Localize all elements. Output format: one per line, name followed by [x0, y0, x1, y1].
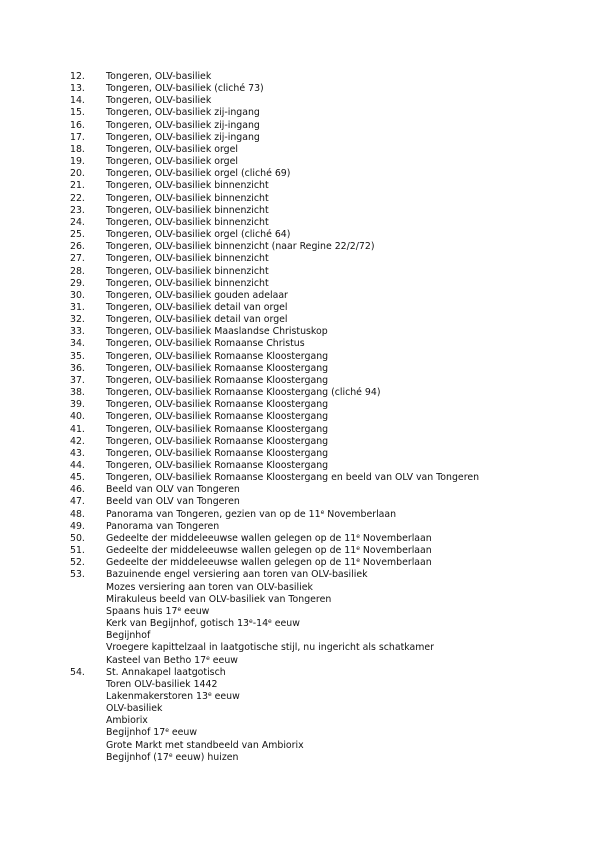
list-item [70, 460, 580, 472]
item-number [70, 630, 106, 642]
item-text: Tongeren, OLV-basiliek binnenzicht (naar Regine 22/2/72) [106, 241, 375, 253]
item-number: 30. [70, 289, 85, 301]
item-number [70, 679, 106, 691]
list-item [70, 193, 580, 205]
item-text: Tongeren, OLV-basiliek zij-ingang [106, 131, 260, 143]
item-text: Beeld van OLV van Tongeren [106, 496, 240, 508]
item-number: 33. [70, 326, 85, 338]
item-text: Tongeren, OLV-basiliek zij-ingang [106, 107, 260, 119]
list-item [70, 338, 580, 350]
item-number: 28. [70, 265, 85, 277]
item-text: OLV-basiliek [106, 703, 163, 715]
item-text: Tongeren, OLV-basiliek Romaanse Kloostergang [106, 423, 329, 435]
item-number [70, 642, 106, 654]
item-text: Tongeren, OLV-basiliek detail van orgel [106, 314, 288, 326]
list-item [70, 642, 580, 654]
item-text: Kerk van Begijnhof, gotisch 13e-14e eeuw [106, 618, 300, 630]
list-item [70, 727, 580, 739]
item-number: 35. [70, 350, 85, 362]
item-number: 44. [70, 460, 85, 471]
list-item [70, 496, 580, 508]
item-number: 46. [70, 484, 85, 496]
item-number: 20. [70, 168, 85, 180]
catalogue-list [70, 71, 580, 764]
item-number: 49. [70, 520, 85, 532]
item-text: Begijnhof 17e eeuw [106, 727, 198, 739]
item-number: 21. [70, 180, 85, 192]
item-text: Begijnhof [106, 630, 151, 642]
item-text: Gedeelte der middeleeuwse wallen gelegen op de 11e Novemberlaan [106, 557, 432, 569]
item-text: Vroegere kapittelzaal in laatgotische stijl, nu ingericht als schatkamer [106, 642, 435, 654]
item-number: 47. [70, 496, 85, 508]
list-item [70, 424, 580, 436]
list-item [70, 83, 580, 95]
list-item [70, 253, 580, 265]
item-number [70, 727, 106, 739]
item-number: 34. [70, 338, 85, 350]
item-number [70, 594, 106, 606]
list-item [70, 107, 580, 119]
item-number: 29. [70, 277, 85, 289]
list-item [70, 655, 580, 667]
item-number: 39. [70, 399, 85, 411]
list-item [70, 521, 580, 533]
item-number [70, 655, 106, 667]
item-number: 41. [70, 423, 85, 435]
item-text: Tongeren, OLV-basiliek Romaanse Kloostergang [106, 399, 329, 411]
item-number: 14. [70, 95, 85, 107]
item-number: 23. [70, 204, 85, 216]
item-text: Tongeren, OLV-basiliek Romaanse Christus [106, 338, 305, 350]
item-number [70, 618, 106, 630]
item-text: Tongeren, OLV-basiliek orgel (cliché 69) [106, 168, 291, 180]
item-text: Tongeren, OLV-basiliek detail van orgel [106, 301, 288, 313]
item-number: 18. [70, 143, 85, 155]
item-text: Toren OLV-basiliek 1442 [106, 678, 218, 690]
item-text: Mozes versiering aan toren van OLV-basiliek [106, 581, 313, 593]
item-text: Tongeren, OLV-basiliek Romaanse Kloostergang [106, 350, 329, 362]
item-text: Tongeren, OLV-basiliek [106, 95, 212, 107]
list-item [70, 436, 580, 448]
list-item [70, 582, 580, 594]
item-number: 36. [70, 362, 85, 374]
list-item [70, 472, 580, 484]
item-number [70, 606, 106, 618]
item-number: 32. [70, 314, 85, 326]
item-text: Beeld van OLV van Tongeren [106, 484, 240, 496]
item-number: 37. [70, 374, 85, 386]
list-item [70, 326, 580, 338]
item-text: Tongeren, OLV-basiliek binnenzicht [106, 216, 269, 228]
item-text: Tongeren, OLV-basiliek orgel [106, 156, 238, 168]
item-text: Grote Markt met standbeeld van Ambiorix [106, 739, 304, 751]
list-item [70, 180, 580, 192]
item-text: Begijnhof (17e eeuw) huizen [106, 751, 239, 763]
list-item [70, 229, 580, 241]
item-text: Bazuinende engel versiering aan toren van OLV-basiliek [106, 569, 368, 581]
list-item [70, 95, 580, 107]
item-number: 16. [70, 119, 85, 131]
item-text: Tongeren, OLV-basiliek Maaslandse Christuskop [106, 326, 328, 338]
item-text: Lakenmakerstoren 13e eeuw [106, 690, 240, 702]
item-text: Ambiorix [106, 715, 148, 727]
list-item [70, 594, 580, 606]
item-text: Tongeren, OLV-basiliek zij-ingang [106, 119, 260, 131]
item-number: 50. [70, 532, 85, 544]
list-item [70, 667, 580, 679]
item-text: Spaans huis 17e eeuw [106, 605, 210, 617]
item-number: 19. [70, 156, 85, 168]
item-text: Gedeelte der middeleeuwse wallen gelegen op de 11e Novemberlaan [106, 545, 432, 557]
list-item [70, 545, 580, 557]
item-number: 51. [70, 545, 85, 557]
list-item [70, 71, 580, 83]
item-text: Tongeren, OLV-basiliek Romaanse Kloostergang [106, 362, 329, 374]
item-text: Panorama van Tongeren, gezien van op de 11e Novemberlaan [106, 508, 397, 520]
item-number: 52. [70, 557, 85, 569]
item-number: 40. [70, 411, 85, 423]
item-number [70, 740, 106, 752]
item-number: 43. [70, 447, 85, 459]
list-item [70, 351, 580, 363]
list-item [70, 630, 580, 642]
item-text: Tongeren, OLV-basiliek binnenzicht [106, 253, 269, 265]
list-item [70, 314, 580, 326]
item-text: Tongeren, OLV-basiliek Romaanse Kloostergang (cliché 94) [106, 387, 381, 399]
item-number [70, 715, 106, 727]
item-number: 31. [70, 301, 85, 313]
list-item [70, 302, 580, 314]
item-number: 25. [70, 229, 85, 241]
list-item [70, 205, 580, 217]
item-text: Tongeren, OLV-basiliek [106, 71, 212, 82]
item-number: 22. [70, 192, 85, 204]
item-text: Kasteel van Betho 17e eeuw [106, 654, 238, 666]
list-item [70, 679, 580, 691]
item-number: 15. [70, 107, 85, 119]
item-number: 26. [70, 241, 85, 253]
list-item [70, 533, 580, 545]
item-text: Tongeren, OLV-basiliek binnenzicht [106, 204, 269, 216]
list-item [70, 156, 580, 168]
item-text: Tongeren, OLV-basiliek binnenzicht [106, 180, 269, 192]
item-text: Panorama van Tongeren [106, 520, 220, 532]
list-item [70, 168, 580, 180]
list-item [70, 618, 580, 630]
list-item [70, 569, 580, 581]
list-item [70, 740, 580, 752]
item-text: Mirakuleus beeld van OLV-basiliek van Tongeren [106, 593, 332, 605]
list-item [70, 132, 580, 144]
list-item [70, 557, 580, 569]
item-text: Tongeren, OLV-basiliek orgel [106, 143, 238, 155]
item-text: Tongeren, OLV-basiliek Romaanse Kloostergang [106, 374, 329, 386]
item-number [70, 703, 106, 715]
item-number: 27. [70, 253, 85, 265]
list-item [70, 290, 580, 302]
list-item [70, 484, 580, 496]
item-text: Tongeren, OLV-basiliek Romaanse Kloostergang [106, 411, 329, 423]
item-text: Tongeren, OLV-basiliek Romaanse Kloostergang [106, 460, 329, 471]
item-text: Tongeren, OLV-basiliek orgel (cliché 64) [106, 229, 291, 241]
item-number: 13. [70, 83, 85, 95]
list-item [70, 241, 580, 253]
item-text: Tongeren, OLV-basiliek Romaanse Kloostergang en beeld van OLV van Tongeren [106, 472, 480, 484]
list-item [70, 752, 580, 764]
list-item [70, 703, 580, 715]
item-number [70, 691, 106, 703]
list-item [70, 411, 580, 423]
item-text: Tongeren, OLV-basiliek gouden adelaar [106, 289, 288, 301]
item-text: St. Annakapel laatgotisch [106, 666, 226, 678]
list-item [70, 266, 580, 278]
list-item [70, 606, 580, 618]
list-item [70, 120, 580, 132]
list-item [70, 509, 580, 521]
item-text: Tongeren, OLV-basiliek binnenzicht [106, 265, 269, 277]
list-item [70, 278, 580, 290]
item-number: 45. [70, 472, 85, 484]
list-item [70, 217, 580, 229]
list-item [70, 399, 580, 411]
item-number: 48. [70, 508, 85, 520]
item-number: 12. [70, 71, 85, 82]
item-text: Gedeelte der middeleeuwse wallen gelegen op de 11e Novemberlaan [106, 532, 432, 544]
item-number: 24. [70, 216, 85, 228]
item-number [70, 582, 106, 594]
item-text: Tongeren, OLV-basiliek (cliché 73) [106, 83, 264, 95]
list-item [70, 363, 580, 375]
item-number [70, 752, 106, 764]
item-number: 38. [70, 387, 85, 399]
item-number: 17. [70, 131, 85, 143]
item-text: Tongeren, OLV-basiliek Romaanse Kloostergang [106, 447, 329, 459]
item-text: Tongeren, OLV-basiliek Romaanse Kloostergang [106, 435, 329, 447]
item-number: 42. [70, 435, 85, 447]
item-number: 54. [70, 666, 85, 678]
item-text: Tongeren, OLV-basiliek binnenzicht [106, 277, 269, 289]
list-item [70, 387, 580, 399]
list-item [70, 144, 580, 156]
list-item [70, 715, 580, 727]
item-number: 53. [70, 569, 85, 581]
list-item [70, 375, 580, 387]
item-text: Tongeren, OLV-basiliek binnenzicht [106, 192, 269, 204]
list-item [70, 691, 580, 703]
list-item [70, 448, 580, 460]
